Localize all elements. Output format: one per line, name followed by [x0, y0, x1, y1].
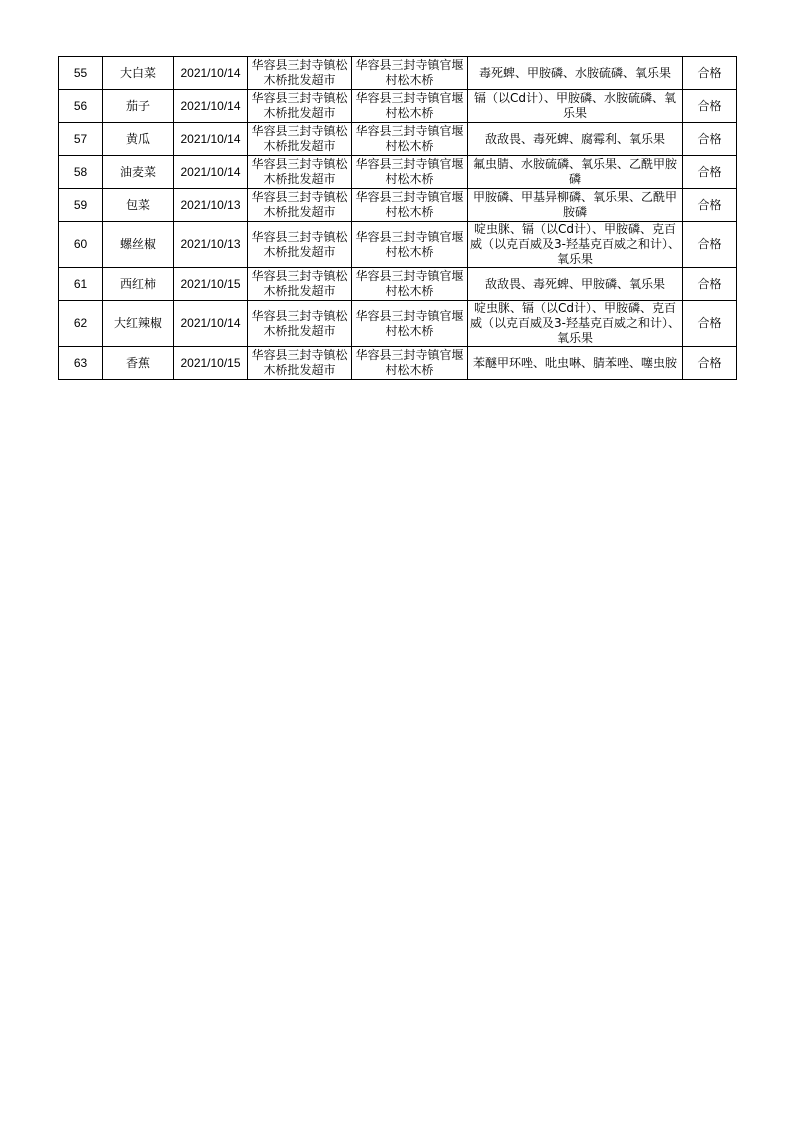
sampling-date: 2021/10/15 [174, 268, 248, 301]
sampling-place: 华容县三封寺镇松木桥批发超市 [248, 189, 352, 222]
sample-name: 西红柿 [103, 268, 174, 301]
sample-origin: 华容县三封寺镇官堰村松木桥 [352, 156, 468, 189]
sample-origin: 华容县三封寺镇官堰村松木桥 [352, 347, 468, 380]
sample-origin: 华容县三封寺镇官堰村松木桥 [352, 222, 468, 268]
test-result: 合格 [683, 90, 737, 123]
sample-origin: 华容县三封寺镇官堰村松木桥 [352, 90, 468, 123]
sample-name: 黄瓜 [103, 123, 174, 156]
test-result: 合格 [683, 189, 737, 222]
sample-origin: 华容县三封寺镇官堰村松木桥 [352, 301, 468, 347]
test-items: 敌敌畏、毒死蜱、腐霉利、氧乐果 [468, 123, 683, 156]
row-number: 55 [59, 57, 103, 90]
test-items: 毒死蜱、甲胺磷、水胺硫磷、氧乐果 [468, 57, 683, 90]
test-result: 合格 [683, 123, 737, 156]
sampling-date: 2021/10/13 [174, 189, 248, 222]
table-row [59, 57, 737, 90]
sampling-date: 2021/10/14 [174, 57, 248, 90]
test-items: 苯醚甲环唑、吡虫啉、腈苯唑、噻虫胺 [468, 347, 683, 380]
sample-origin: 华容县三封寺镇官堰村松木桥 [352, 57, 468, 90]
test-items: 氟虫腈、水胺硫磷、氧乐果、乙酰甲胺磷 [468, 156, 683, 189]
table-row [59, 222, 737, 268]
row-number: 60 [59, 222, 103, 268]
sample-name: 包菜 [103, 189, 174, 222]
sample-name: 螺丝椒 [103, 222, 174, 268]
sample-name: 香蕉 [103, 347, 174, 380]
inspection-results-table [58, 56, 737, 380]
test-result: 合格 [683, 156, 737, 189]
sample-origin: 华容县三封寺镇官堰村松木桥 [352, 189, 468, 222]
test-items: 啶虫脒、镉（以Cd计）、甲胺磷、克百威（以克百威及3-羟基克百威之和计）、氧乐果 [468, 222, 683, 268]
row-number: 56 [59, 90, 103, 123]
sample-name: 油麦菜 [103, 156, 174, 189]
sample-origin: 华容县三封寺镇官堰村松木桥 [352, 123, 468, 156]
sampling-date: 2021/10/13 [174, 222, 248, 268]
table-row [59, 90, 737, 123]
table-row [59, 156, 737, 189]
test-result: 合格 [683, 222, 737, 268]
sampling-place: 华容县三封寺镇松木桥批发超市 [248, 347, 352, 380]
table-row [59, 123, 737, 156]
test-items: 甲胺磷、甲基异柳磷、氧乐果、乙酰甲胺磷 [468, 189, 683, 222]
sampling-place: 华容县三封寺镇松木桥批发超市 [248, 222, 352, 268]
sample-name: 大红辣椒 [103, 301, 174, 347]
sampling-date: 2021/10/14 [174, 156, 248, 189]
sampling-place: 华容县三封寺镇松木桥批发超市 [248, 301, 352, 347]
sampling-place: 华容县三封寺镇松木桥批发超市 [248, 90, 352, 123]
sampling-date: 2021/10/14 [174, 90, 248, 123]
sampling-place: 华容县三封寺镇松木桥批发超市 [248, 156, 352, 189]
sampling-place: 华容县三封寺镇松木桥批发超市 [248, 123, 352, 156]
table-row [59, 301, 737, 347]
table-row [59, 347, 737, 380]
sampling-date: 2021/10/14 [174, 123, 248, 156]
test-result: 合格 [683, 57, 737, 90]
row-number: 58 [59, 156, 103, 189]
row-number: 59 [59, 189, 103, 222]
table-row [59, 189, 737, 222]
sampling-place: 华容县三封寺镇松木桥批发超市 [248, 57, 352, 90]
test-items: 镉（以Cd计）、甲胺磷、水胺硫磷、氧乐果 [468, 90, 683, 123]
test-result: 合格 [683, 347, 737, 380]
sampling-place: 华容县三封寺镇松木桥批发超市 [248, 268, 352, 301]
sample-name: 茄子 [103, 90, 174, 123]
sample-origin: 华容县三封寺镇官堰村松木桥 [352, 268, 468, 301]
test-result: 合格 [683, 268, 737, 301]
row-number: 61 [59, 268, 103, 301]
sampling-date: 2021/10/14 [174, 301, 248, 347]
row-number: 62 [59, 301, 103, 347]
test-items: 啶虫脒、镉（以Cd计）、甲胺磷、克百威（以克百威及3-羟基克百威之和计）、氧乐果 [468, 301, 683, 347]
row-number: 63 [59, 347, 103, 380]
row-number: 57 [59, 123, 103, 156]
sampling-date: 2021/10/15 [174, 347, 248, 380]
test-result: 合格 [683, 301, 737, 347]
table-row [59, 268, 737, 301]
test-items: 敌敌畏、毒死蜱、甲胺磷、氧乐果 [468, 268, 683, 301]
sample-name: 大白菜 [103, 57, 174, 90]
